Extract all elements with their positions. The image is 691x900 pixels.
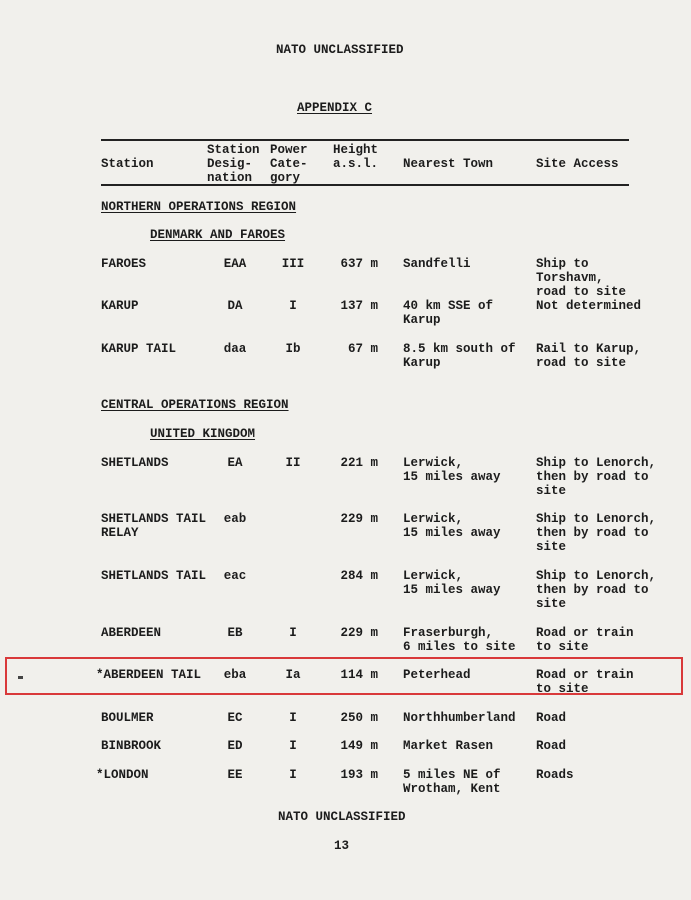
region-heading: NORTHERN OPERATIONS REGION: [101, 200, 297, 214]
height-asl: 193 m: [340, 768, 378, 782]
station-name: ABERDEEN: [101, 626, 162, 640]
power-category: III: [281, 257, 305, 271]
station-designation: ED: [227, 739, 243, 753]
site-access: Road: [536, 739, 567, 753]
station-name: BOULMER: [101, 711, 154, 725]
col-header-station: Station: [101, 157, 154, 171]
table-row: [0, 342, 691, 402]
station-designation: EB: [227, 626, 243, 640]
country-heading: DENMARK AND FAROES: [150, 228, 286, 242]
height-asl: 221 m: [340, 456, 378, 470]
col-header-height: Height a.s.l.: [333, 143, 379, 171]
height-asl: 250 m: [340, 711, 378, 725]
table-row: [0, 512, 691, 572]
country-heading: UNITED KINGDOM: [150, 427, 256, 441]
station-name: SHETLANDS TAIL RELAY: [101, 512, 207, 540]
site-access: Ship to Torshavm, road to site: [536, 257, 627, 299]
station-name: SHETLANDS TAIL: [101, 569, 207, 583]
page-number: 13: [334, 839, 350, 853]
station-designation: eac: [223, 569, 247, 583]
power-category: I: [289, 711, 297, 725]
power-category: Ia: [285, 668, 301, 682]
col-header-town: Nearest Town: [403, 157, 494, 171]
station-designation: EE: [227, 768, 243, 782]
station-designation: eba: [223, 668, 247, 682]
nearest-town: Sandfelli: [403, 257, 471, 271]
site-access: Road: [536, 711, 567, 725]
table-row: [0, 569, 691, 629]
station-name: KARUP TAIL: [101, 342, 177, 356]
nearest-town: Northhumberland: [403, 711, 516, 725]
nearest-town: 5 miles NE of Wrotham, Kent: [403, 768, 501, 796]
height-asl: 229 m: [340, 626, 378, 640]
power-category: Ib: [285, 342, 301, 356]
station-name: SHETLANDS: [101, 456, 169, 470]
col-header-power: Power Cate- gory: [270, 143, 308, 185]
station-name: BINBROOK: [101, 739, 162, 753]
nearest-town: Lerwick, 15 miles away: [403, 569, 501, 597]
site-access: Rail to Karup, road to site: [536, 342, 642, 370]
nearest-town: Market Rasen: [403, 739, 494, 753]
station-designation: DA: [227, 299, 243, 313]
table-top-rule: [101, 139, 629, 141]
site-access: Roads: [536, 768, 574, 782]
height-asl: 67 m: [347, 342, 378, 356]
nearest-town: Fraserburgh, 6 miles to site: [403, 626, 516, 654]
nearest-town: Lerwick, 15 miles away: [403, 456, 501, 484]
table-row: [0, 456, 691, 516]
height-asl: 149 m: [340, 739, 378, 753]
power-category: II: [285, 456, 301, 470]
height-asl: 137 m: [340, 299, 378, 313]
station-designation: eab: [223, 512, 247, 526]
station-designation: EC: [227, 711, 243, 725]
site-access: Ship to Lenorch, then by road to site: [536, 512, 657, 554]
station-designation: EAA: [223, 257, 247, 271]
site-access: Ship to Lenorch, then by road to site: [536, 569, 657, 611]
power-category: I: [289, 739, 297, 753]
site-access: Road or train to site: [536, 668, 634, 696]
power-category: I: [289, 768, 297, 782]
site-access: Road or train to site: [536, 626, 634, 654]
region-heading: CENTRAL OPERATIONS REGION: [101, 398, 289, 412]
height-asl: 637 m: [340, 257, 378, 271]
station-designation: daa: [223, 342, 247, 356]
height-asl: 229 m: [340, 512, 378, 526]
nearest-town: 40 km SSE of Karup: [403, 299, 494, 327]
power-category: I: [289, 626, 297, 640]
nearest-town: Lerwick, 15 miles away: [403, 512, 501, 540]
header-classification: NATO UNCLASSIFIED: [276, 43, 404, 57]
station-designation: EA: [227, 456, 243, 470]
nearest-town: Peterhead: [403, 668, 471, 682]
site-access: Ship to Lenorch, then by road to site: [536, 456, 657, 498]
station-name: *LONDON: [96, 768, 149, 782]
col-header-access: Site Access: [536, 157, 619, 171]
appendix-title: APPENDIX C: [297, 101, 373, 115]
site-access: Not determined: [536, 299, 642, 313]
table-header-rule: [101, 184, 629, 186]
station-name: KARUP: [101, 299, 139, 313]
station-name: *ABERDEEN TAIL: [96, 668, 202, 682]
nearest-town: 8.5 km south of Karup: [403, 342, 516, 370]
col-header-designation: Station Desig- nation: [207, 143, 260, 185]
height-asl: 114 m: [340, 668, 378, 682]
power-category: I: [289, 299, 297, 313]
station-name: FAROES: [101, 257, 147, 271]
footer-classification: NATO UNCLASSIFIED: [278, 810, 406, 824]
height-asl: 284 m: [340, 569, 378, 583]
